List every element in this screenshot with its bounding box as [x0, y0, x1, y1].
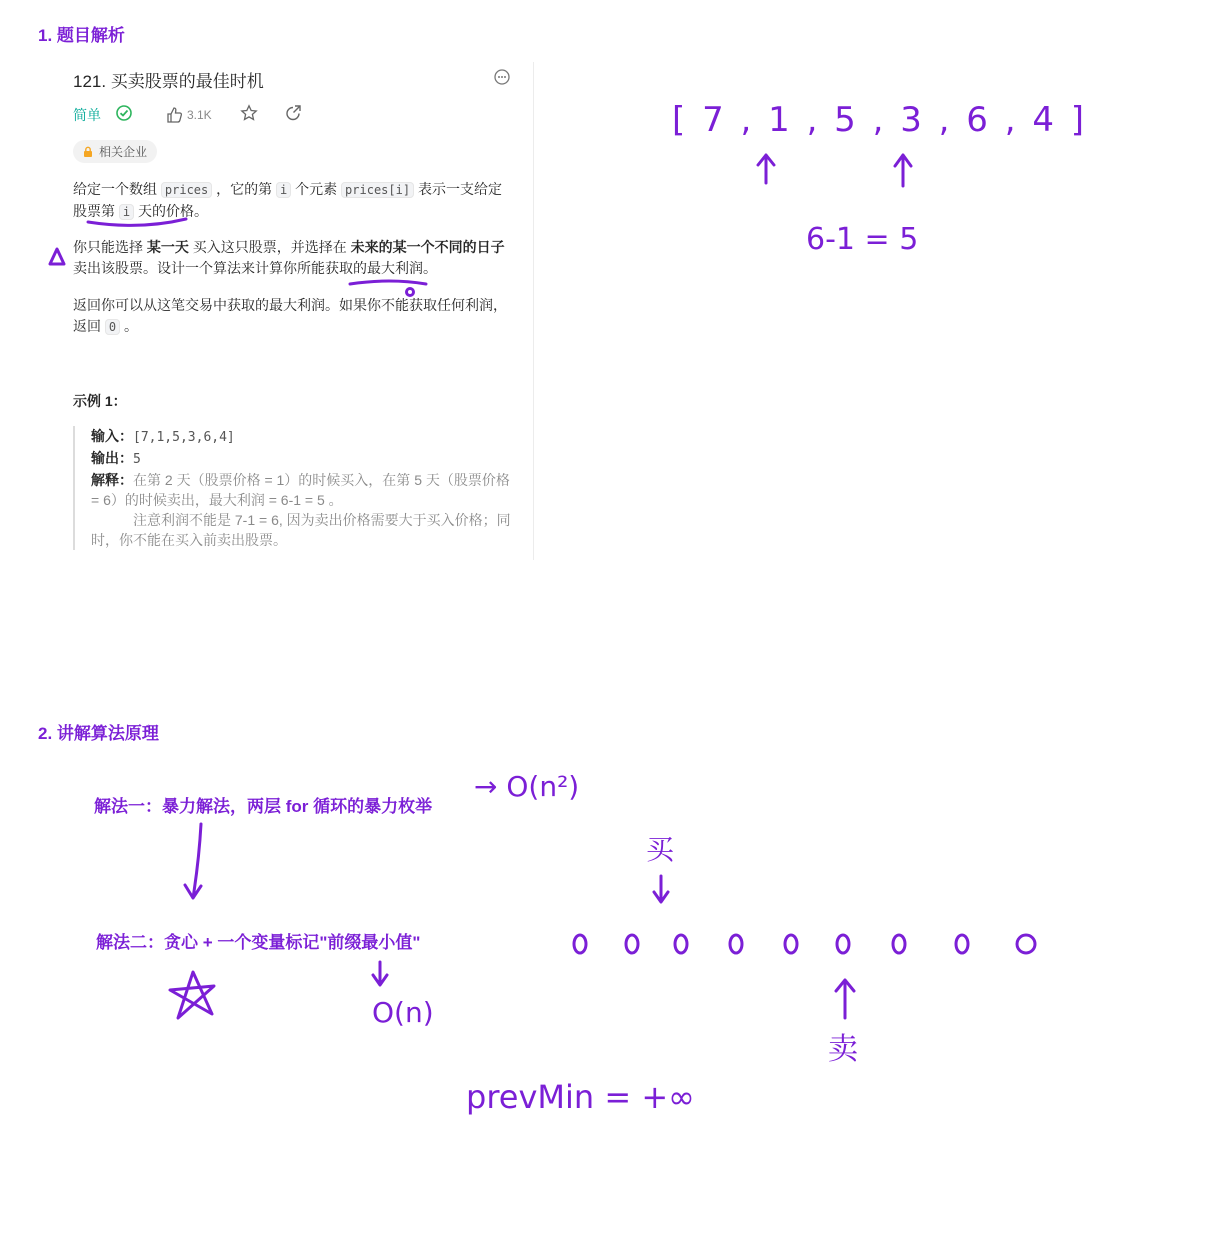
price-circle: [730, 935, 742, 953]
triangle-mark: [50, 249, 64, 264]
hand-sell: 卖: [828, 1032, 858, 1067]
description-paragraph-1: 给定一个数组 prices ，它的第 i 个元素 prices[i] 表示一支给定股票第 i 天的价格。: [73, 181, 502, 219]
hand-buy: 买: [646, 833, 675, 866]
small-circle-mark: [407, 289, 414, 296]
underline-stroke: [350, 281, 426, 284]
hand-array: [ 7 , 1 , 5 , 3 , 6 , 4 ]: [672, 100, 1088, 140]
example-title: 示例 1：: [73, 393, 127, 409]
price-circle: [837, 935, 849, 953]
arrow-down-method: [185, 824, 201, 898]
arrow-up-sell: [895, 155, 911, 186]
hand-complexity-1: → O(n²): [474, 770, 580, 803]
hand-calc: 6-1 = 5: [806, 222, 919, 257]
method-1: 解法一：暴力解法，两层 for 循环的暴力枚举: [94, 797, 433, 816]
arrow-up-buy: [758, 155, 774, 183]
hand-complexity-2: O(n): [372, 996, 434, 1029]
section-title-2: 2. 讲解算法原理: [38, 724, 159, 743]
price-circle: [785, 935, 797, 953]
arrow-down-on: [373, 962, 387, 985]
problem-title: 121. 买卖股票的最佳时机: [73, 72, 264, 91]
star-doodle: [170, 972, 214, 1018]
difficulty-badge: 简单: [73, 106, 101, 123]
description-paragraph-2: 你只能选择 某一天 买入这只股票，并选择在 未来的某一个不同的日子 卖出该股票。设计一个算法来计算你所能获取的最大利润。: [73, 239, 505, 276]
method-2: 解法二：贪心 + 一个变量标记"前缀最小值": [96, 933, 421, 952]
underline-stroke: [88, 219, 186, 225]
hand-prevmin: prevMin = +∞: [466, 1078, 695, 1116]
price-circle: [956, 935, 968, 953]
price-circle: [574, 935, 586, 953]
price-circle: [626, 935, 638, 953]
price-circle: [675, 935, 687, 953]
like-count: 3.1K: [187, 107, 212, 122]
section-title-1: 1. 题目解析: [38, 26, 125, 45]
price-circle: [1017, 935, 1035, 953]
price-circle: [893, 935, 905, 953]
description-paragraph-3: 返回你可以从这笔交易中获取的最大利润。如果你不能获取任何利润，返回 0 。: [73, 297, 507, 334]
company-tag-label: 相关企业: [99, 145, 148, 159]
arrow-up-sell-circles: [836, 980, 854, 1018]
arrow-down-buy: [654, 876, 668, 902]
example-box: 输入：[7,1,5,3,6,4] 输出：5 解释：在第 2 天（股票价格 = 1）的时候买入，在第 5 天（股票价格 = 6）的时候卖出，最大利润 = 6-1 = 5 。 注意利润不能是 7-1 = 6, 因为卖出价格需要大于买入价格；同时，你不能在买入前卖出股票。: [73, 426, 511, 550]
